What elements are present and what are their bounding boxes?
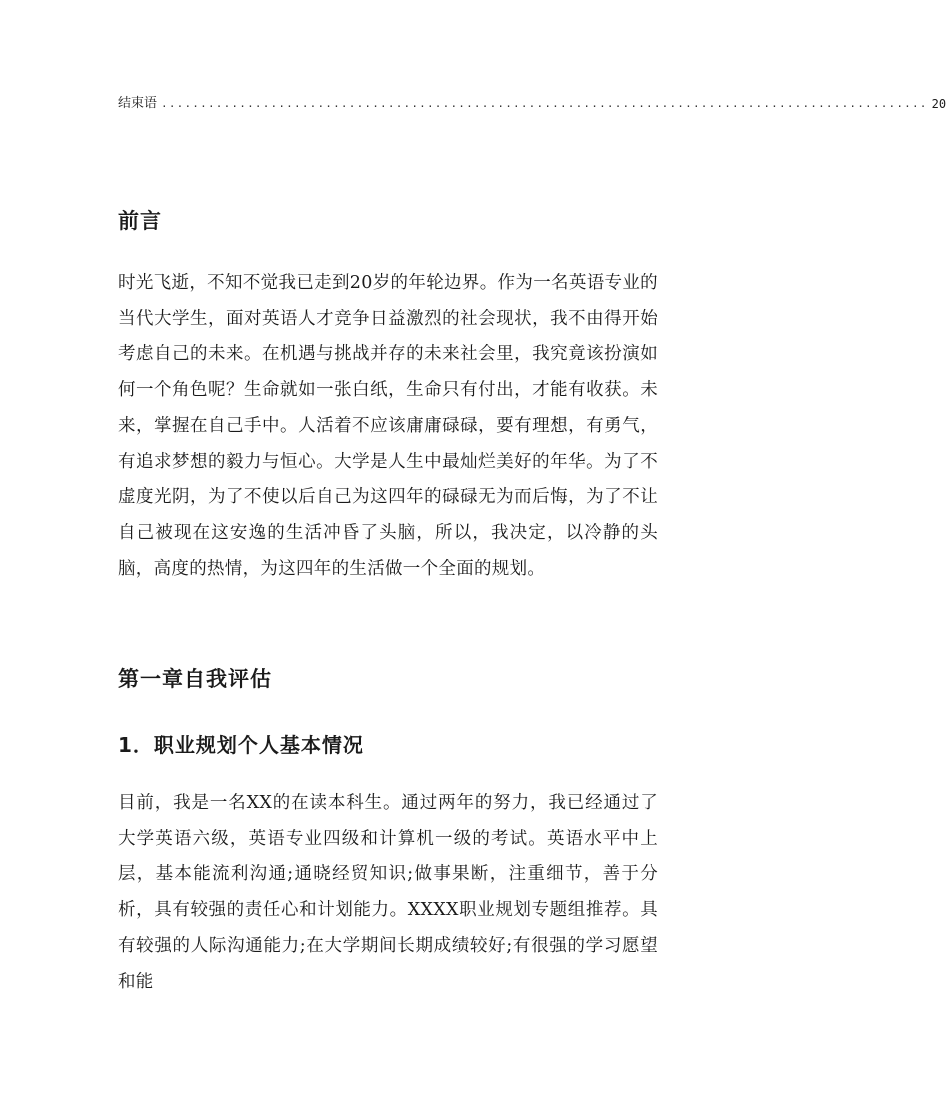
toc-entry-label: 结束语	[118, 96, 158, 111]
section-paragraph: 目前，我是一名XX的在读本科生。通过两年的努力，我已经通过了大学英语六级，英语专业四级和计算机一级的考试。英语水平中上层，基本能流利沟通;通晓经贸知识;做事果断，注重细节，善于分析，具有较强的责任心和计划能力。XXXX职业规划专题组推荐。具有较强的人际沟通能力;在大学期间长期成绩较好;有很强的学习愿望和能	[118, 793, 658, 992]
toc-leader-dots: ..................................................................................................	[161, 97, 928, 110]
toc-entry[interactable]	[118, 94, 946, 114]
preface-heading: 前言	[118, 209, 162, 233]
chapter-heading: 第一章自我评估	[118, 667, 272, 691]
section-heading: 1．职业规划个人基本情况	[118, 733, 364, 757]
toc-page-number: 20	[931, 97, 946, 111]
preface-paragraph: 时光飞逝，不知不觉我已走到20岁的年轮边界。作为一名英语专业的当代大学生，面对英语人才竞争日益激烈的社会现状，我不由得开始考虑自己的未来。在机遇与挑战并存的未来社会里，我究竟该扮演如何一个角色呢？生命就如一张白纸，生命只有付出，才能有收获。未来，掌握在自己手中。人活着不应该庸庸碌碌，要有理想，有勇气，有追求梦想的毅力与恒心。大学是人生中最灿烂美好的年华。为了不虚度光阴，为了不使以后自己为这四年的碌碌无为而后悔，为了不让自己被现在这安逸的生活冲昏了头脑，所以，我决定，以冷静的头脑，高度的热情，为这四年的生活做一个全面的规划。	[118, 273, 658, 579]
